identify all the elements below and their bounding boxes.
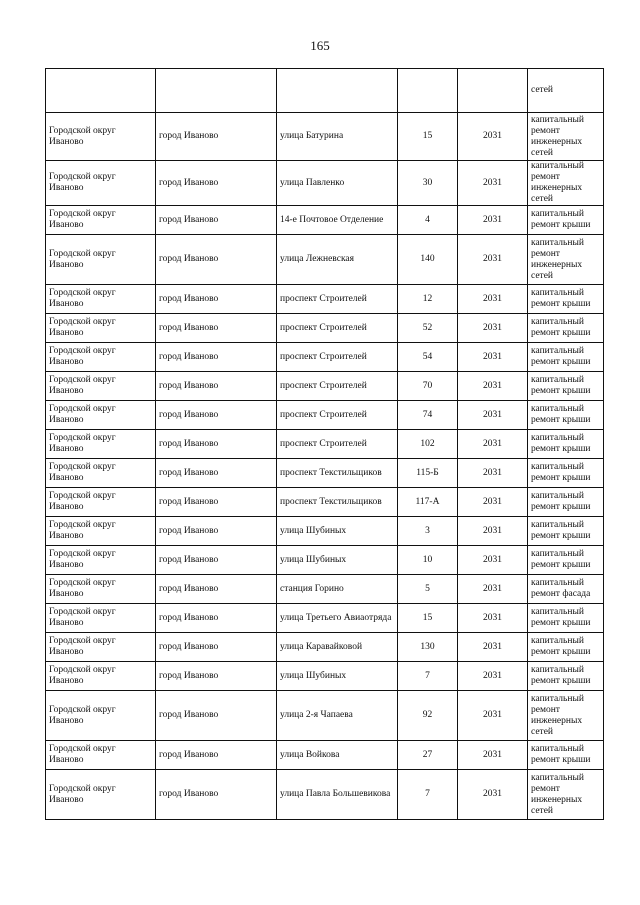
cell-street: проспект Строителей [277,372,398,401]
cell-work-type: капитальный ремонт крыши [528,517,604,546]
table-row [46,372,604,401]
cell-work-type: капитальный ремонт крыши [528,372,604,401]
registry-table [45,68,604,820]
cell-settlement: город Иваново [156,770,277,820]
cell-municipality: Городской округ Иваново [46,691,156,741]
cell-settlement: город Иваново [156,459,277,488]
cell-municipality: Городской округ Иваново [46,546,156,575]
cell-year: 2031 [458,741,528,770]
cell-work-type: капитальный ремонт инженерных сетей [528,113,604,161]
cell-house-number: 4 [398,206,458,235]
cell-year: 2031 [458,770,528,820]
cell-street: улица Шубиных [277,662,398,691]
cell-year: 2031 [458,206,528,235]
cell-municipality: Городской округ Иваново [46,343,156,372]
cell-settlement: город Иваново [156,488,277,517]
cell-municipality: Городской округ Иваново [46,372,156,401]
cell-municipality: Городской округ Иваново [46,575,156,604]
cell-empty [398,69,458,113]
cell-house-number: 130 [398,633,458,662]
table-row [46,546,604,575]
cell-year: 2031 [458,546,528,575]
cell-year: 2031 [458,235,528,285]
cell-work-type: капитальный ремонт крыши [528,401,604,430]
cell-year: 2031 [458,430,528,459]
table-row [46,604,604,633]
cell-street: станция Горино [277,575,398,604]
cell-work-type: капитальный ремонт крыши [528,430,604,459]
cell-work-type: капитальный ремонт инженерных сетей [528,235,604,285]
cell-house-number: 15 [398,113,458,161]
cell-year: 2031 [458,113,528,161]
cell-settlement: город Иваново [156,517,277,546]
table-row [46,113,604,161]
cell-work-type: капитальный ремонт крыши [528,285,604,314]
table-row [46,517,604,546]
table-row [46,691,604,741]
cell-municipality: Городской округ Иваново [46,459,156,488]
cell-house-number: 3 [398,517,458,546]
cell-street: проспект Строителей [277,430,398,459]
cell-house-number: 74 [398,401,458,430]
table-row [46,235,604,285]
cell-municipality: Городской округ Иваново [46,741,156,770]
cell-street: улица Батурина [277,113,398,161]
cell-house-number: 27 [398,741,458,770]
cell-settlement: город Иваново [156,401,277,430]
cell-house-number: 70 [398,372,458,401]
cell-municipality: Городской округ Иваново [46,314,156,343]
table-row [46,662,604,691]
table-row [46,488,604,517]
cell-street: улица Шубиных [277,517,398,546]
cell-settlement: город Иваново [156,633,277,662]
cell-municipality: Городской округ Иваново [46,285,156,314]
cell-street: улица Третьего Авиаотряда [277,604,398,633]
cell-house-number: 10 [398,546,458,575]
cell-work-type: капитальный ремонт крыши [528,633,604,662]
cell-work-type: капитальный ремонт крыши [528,604,604,633]
cell-street: проспект Текстильщиков [277,488,398,517]
cell-year: 2031 [458,285,528,314]
table-row [46,206,604,235]
cell-work-type: капитальный ремонт крыши [528,488,604,517]
cell-house-number: 7 [398,662,458,691]
cell-street: улица Лежневская [277,235,398,285]
cell-work-type: капитальный ремонт крыши [528,343,604,372]
cell-municipality: Городской округ Иваново [46,401,156,430]
cell-street: проспект Текстильщиков [277,459,398,488]
cell-work-type: капитальный ремонт инженерных сетей [528,770,604,820]
cell-work-type: капитальный ремонт крыши [528,314,604,343]
cell-street: улица Павла Большевикова [277,770,398,820]
cell-settlement: город Иваново [156,113,277,161]
cell-house-number: 117-А [398,488,458,517]
cell-house-number: 115-Б [398,459,458,488]
cell-settlement: город Иваново [156,161,277,206]
cell-year: 2031 [458,691,528,741]
cell-municipality: Городской округ Иваново [46,488,156,517]
cell-municipality: Городской округ Иваново [46,662,156,691]
cell-work-type: капитальный ремонт инженерных сетей [528,691,604,741]
cell-settlement: город Иваново [156,575,277,604]
cell-municipality: Городской округ Иваново [46,235,156,285]
cell-house-number: 12 [398,285,458,314]
cell-empty [46,69,156,113]
cell-settlement: город Иваново [156,372,277,401]
cell-municipality: Городской округ Иваново [46,604,156,633]
cell-street: 14-е Почтовое Отделение [277,206,398,235]
cell-year: 2031 [458,459,528,488]
cell-municipality: Городской округ Иваново [46,206,156,235]
cell-house-number: 54 [398,343,458,372]
cell-empty [458,69,528,113]
cell-year: 2031 [458,633,528,662]
cell-municipality: Городской округ Иваново [46,161,156,206]
cell-house-number: 15 [398,604,458,633]
cell-work-type: капитальный ремонт крыши [528,662,604,691]
cell-municipality: Городской округ Иваново [46,770,156,820]
cell-house-number: 92 [398,691,458,741]
cell-street: улица Каравайковой [277,633,398,662]
cell-street: проспект Строителей [277,401,398,430]
cell-year: 2031 [458,372,528,401]
cell-house-number: 5 [398,575,458,604]
cell-settlement: город Иваново [156,235,277,285]
table-row [46,633,604,662]
cell-year: 2031 [458,575,528,604]
cell-street: проспект Строителей [277,285,398,314]
table-row [46,314,604,343]
cell-year: 2031 [458,488,528,517]
cell-settlement: город Иваново [156,604,277,633]
table-row [46,343,604,372]
cell-year: 2031 [458,604,528,633]
cell-street: улица 2-я Чапаева [277,691,398,741]
table-row [46,459,604,488]
table-row [46,430,604,459]
cell-street: улица Шубиных [277,546,398,575]
cell-work-type: капитальный ремонт инженерных сетей [528,161,604,206]
table-row [46,161,604,206]
page-number: 165 [310,38,330,53]
cell-settlement: город Иваново [156,314,277,343]
table-row [46,285,604,314]
table-row-continuation [46,69,604,113]
cell-house-number: 30 [398,161,458,206]
cell-work-type: капитальный ремонт крыши [528,206,604,235]
cell-street: улица Павленко [277,161,398,206]
cell-street: проспект Строителей [277,343,398,372]
cell-empty [277,69,398,113]
cell-house-number: 52 [398,314,458,343]
cell-work-type: капитальный ремонт фасада [528,575,604,604]
cell-municipality: Городской округ Иваново [46,430,156,459]
cell-work-type: капитальный ремонт крыши [528,459,604,488]
cell-house-number: 102 [398,430,458,459]
cell-settlement: город Иваново [156,206,277,235]
cell-year: 2031 [458,517,528,546]
cell-settlement: город Иваново [156,343,277,372]
cell-work-type: капитальный ремонт крыши [528,546,604,575]
cell-empty [156,69,277,113]
table-row [46,741,604,770]
cell-settlement: город Иваново [156,691,277,741]
cell-municipality: Городской округ Иваново [46,113,156,161]
cell-settlement: город Иваново [156,546,277,575]
cell-year: 2031 [458,401,528,430]
cell-work-type: капитальный ремонт крыши [528,741,604,770]
cell-settlement: город Иваново [156,741,277,770]
cell-municipality: Городской округ Иваново [46,517,156,546]
cell-work-type: сетей [528,69,604,113]
cell-municipality: Городской округ Иваново [46,633,156,662]
cell-settlement: город Иваново [156,662,277,691]
cell-year: 2031 [458,343,528,372]
table-row [46,401,604,430]
cell-settlement: город Иваново [156,430,277,459]
cell-year: 2031 [458,662,528,691]
cell-year: 2031 [458,161,528,206]
cell-settlement: город Иваново [156,285,277,314]
cell-year: 2031 [458,314,528,343]
cell-house-number: 140 [398,235,458,285]
cell-street: улица Войкова [277,741,398,770]
cell-street: проспект Строителей [277,314,398,343]
cell-house-number: 7 [398,770,458,820]
table-row [46,770,604,820]
table-row [46,575,604,604]
